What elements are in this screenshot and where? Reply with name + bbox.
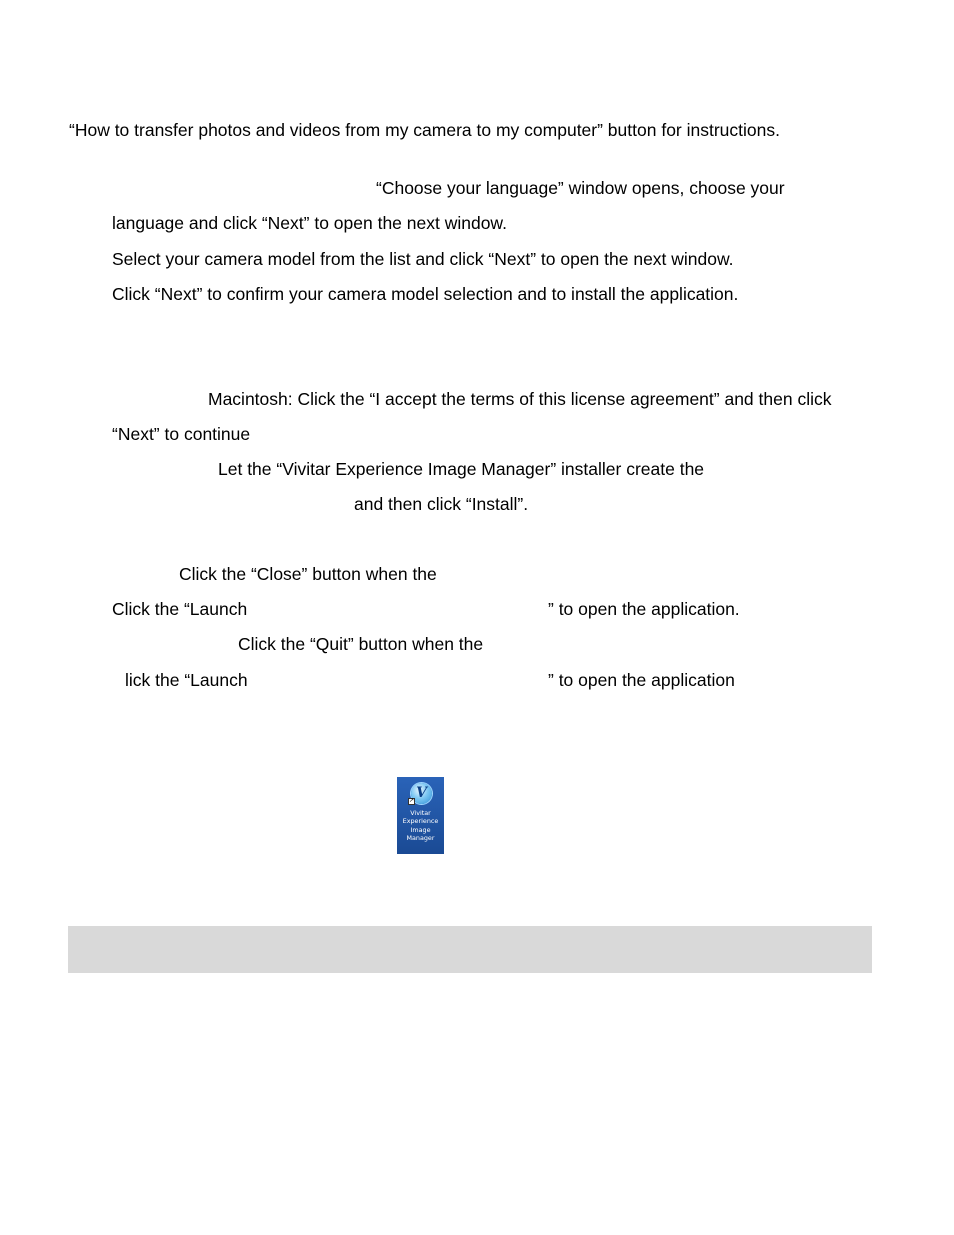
section-header-bar bbox=[68, 926, 872, 973]
text-line: Macintosh: Click the “I accept the terms of this license agreement” and then click bbox=[208, 389, 832, 409]
text-line: ” to open the application. bbox=[548, 599, 740, 619]
vivitar-logo-icon: V bbox=[411, 783, 432, 804]
text-line: ” to open the application bbox=[548, 670, 735, 690]
text-line: “Choose your language” window opens, choose your bbox=[376, 178, 785, 198]
text-line: lick the “Launch bbox=[125, 670, 248, 690]
text-line: Click “Next” to confirm your camera model selection and to install the application. bbox=[112, 284, 739, 304]
vivitar-experience-app-icon[interactable] bbox=[397, 777, 444, 854]
text-line: Click the “Launch bbox=[112, 599, 248, 619]
app-icon-label: Vivitar Experience Image Manager bbox=[402, 809, 439, 842]
text-line: language and click “Next” to open the next window. bbox=[112, 213, 507, 233]
shortcut-arrow-icon: ↗ bbox=[409, 798, 415, 804]
text-line: Click the “Close” button when the bbox=[179, 564, 437, 584]
text-line: and then click “Install”. bbox=[354, 494, 529, 514]
text-line: “How to transfer photos and videos from my camera to my computer” button for instructions. bbox=[69, 120, 780, 140]
text-line: Select your camera model from the list and click “Next” to open the next window. bbox=[112, 249, 734, 269]
text-line: “Next” to continue bbox=[112, 424, 251, 444]
text-line: Let the “Vivitar Experience Image Manager” installer create the bbox=[218, 459, 705, 479]
text-line: Click the “Quit” button when the bbox=[238, 634, 484, 654]
